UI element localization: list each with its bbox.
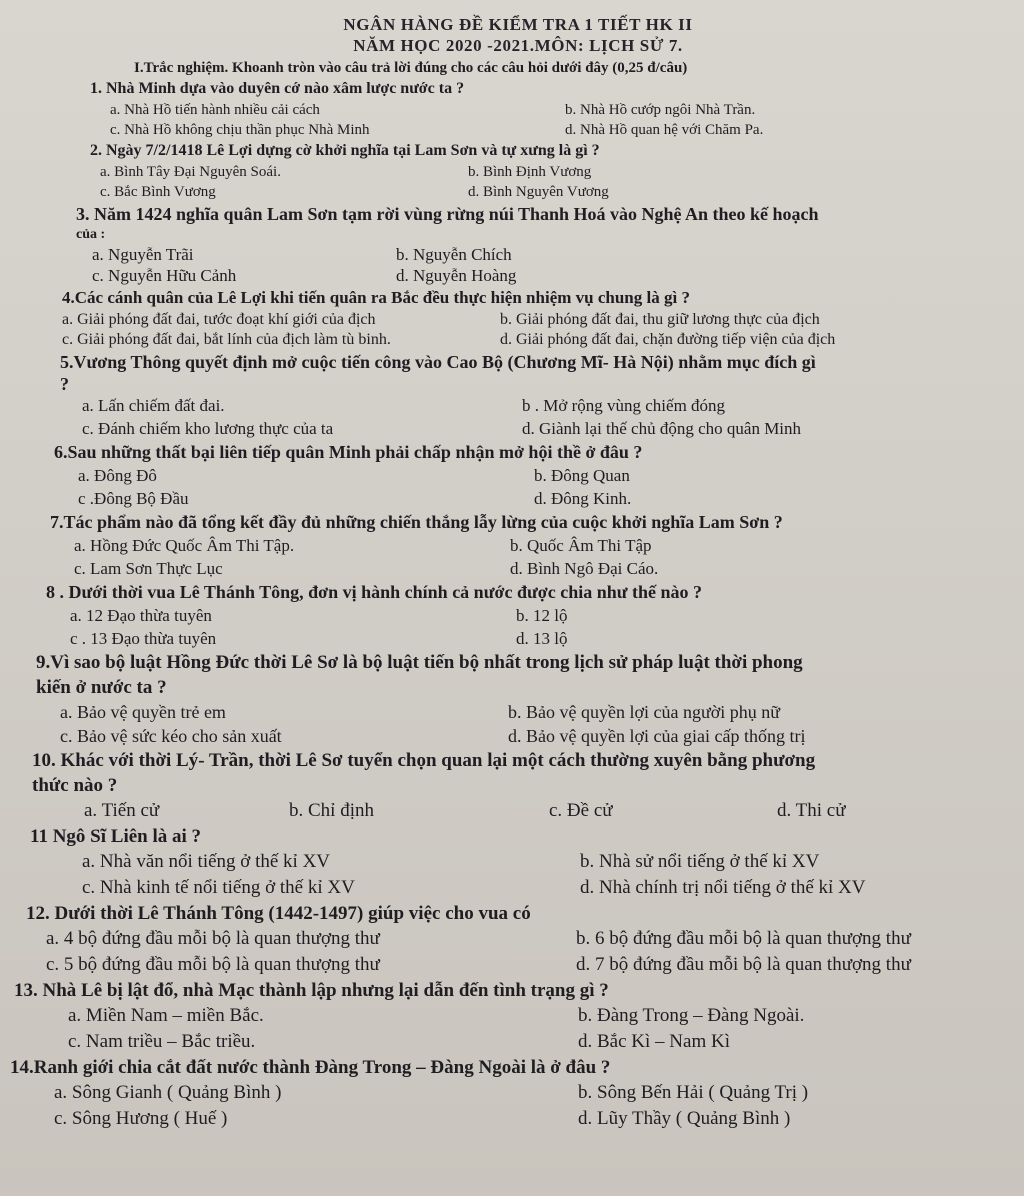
- question-4: 4.Các cánh quân của Lê Lợi khi tiến quân ra Bắc đều thực hiện nhiệm vụ chung là gì ?: [62, 288, 690, 307]
- option-6c: c .Đông Bộ Đầu: [78, 489, 189, 508]
- question-3-cont: của :: [76, 227, 106, 242]
- question-block-11: [30, 824, 1010, 901]
- option-2a: a. Bình Tây Đại Nguyên Soái.: [100, 164, 281, 180]
- options-12: [26, 926, 1010, 978]
- option-3d: d. Nguyễn Hoàng: [396, 266, 517, 285]
- options-8: [46, 604, 1010, 650]
- question-13: 13. Nhà Lê bị lật đổ, nhà Mạc thành lập nhưng lại dẫn đến tình trạng gì ?: [14, 980, 609, 1001]
- option-2d: d. Bình Nguyên Vương: [468, 184, 609, 200]
- option-10a: a. Tiến cử: [84, 800, 160, 821]
- question-9-cont: kiến ở nước ta ?: [36, 677, 167, 698]
- option-10b: b. Chỉ định: [289, 800, 374, 821]
- option-7c: c. Lam Sơn Thực Lục: [74, 559, 223, 578]
- option-14b: b. Sông Bến Hải ( Quảng Trị ): [578, 1082, 809, 1103]
- question-block-10: [32, 748, 1010, 824]
- option-8c: c . 13 Đạo thừa tuyên: [70, 629, 217, 648]
- options-7: [50, 534, 1010, 580]
- option-12d: d. 7 bộ đứng đầu mỗi bộ là quan thượng thư: [576, 954, 911, 975]
- option-14c: c. Sông Hương ( Huế ): [54, 1108, 228, 1129]
- option-3b: b. Nguyễn Chích: [396, 245, 512, 264]
- options-5: [60, 394, 1010, 440]
- options-9: [36, 700, 1010, 748]
- question-block-9: [36, 650, 1010, 748]
- option-5c: c. Đánh chiếm kho lương thực của ta: [82, 419, 334, 438]
- option-14a: a. Sông Gianh ( Quảng Bình ): [54, 1082, 282, 1103]
- question-block-1: [90, 78, 1010, 140]
- question-block-4: [62, 286, 1010, 350]
- option-1c: c. Nhà Hồ không chịu thần phục Nhà Minh: [110, 122, 370, 138]
- exam-title-line-1: NGÂN HÀNG ĐỀ KIỂM TRA 1 TIẾT HK II: [343, 15, 693, 34]
- option-6a: a. Đông Đô: [78, 466, 157, 485]
- instruction: I.Trắc nghiệm. Khoanh tròn vào câu trả lời đúng cho các câu hỏi dưới đây (0,25 đ/câu): [134, 60, 688, 76]
- option-11a: a. Nhà văn nổi tiếng ở thế kỉ XV: [82, 851, 331, 872]
- question-3: 3. Năm 1424 nghĩa quân Lam Sơn tạm rời vùng rừng núi Thanh Hoá vào Nghệ An theo kế hoạch: [76, 204, 819, 224]
- option-10d: d. Thi cử: [777, 800, 846, 821]
- exam-title-line-2: NĂM HỌC 2020 -2021.MÔN: LỊCH SỬ 7.: [353, 36, 683, 55]
- question-14: 14.Ranh giới chia cắt đất nước thành Đàng Trong – Đàng Ngoài là ở đâu ?: [10, 1057, 611, 1078]
- option-8d: d. 13 lộ: [516, 629, 568, 648]
- option-3c: c. Nguyễn Hữu Cảnh: [92, 266, 237, 285]
- option-5d: d. Giành lại thế chủ động cho quân Minh: [522, 419, 802, 438]
- options-13: [14, 1003, 1010, 1055]
- question-10-cont: thức nào ?: [32, 775, 118, 796]
- question-6: 6.Sau những thất bại liên tiếp quân Minh phải chấp nhận mở hội thề ở đâu ?: [54, 442, 643, 462]
- option-7a: a. Hồng Đức Quốc Âm Thi Tập.: [74, 536, 295, 555]
- option-12a: a. 4 bộ đứng đầu mỗi bộ là quan thượng thư: [46, 928, 380, 949]
- option-2c: c. Bắc Bình Vương: [100, 184, 216, 200]
- question-11: 11 Ngô Sĩ Liên là ai ?: [30, 826, 202, 847]
- options-2: [90, 162, 1010, 202]
- options-11: [30, 849, 1010, 901]
- option-14d: d. Lũy Thầy ( Quảng Bình ): [578, 1108, 791, 1129]
- option-1a: a. Nhà Hồ tiến hành nhiều cải cách: [110, 102, 320, 118]
- option-1d: d. Nhà Hồ quan hệ với Chăm Pa.: [565, 122, 764, 138]
- option-7b: b. Quốc Âm Thi Tập: [510, 536, 652, 555]
- option-4c: c. Giải phóng đất đai, bắt lính của địch làm tù binh.: [62, 331, 391, 348]
- options-10: [32, 798, 1010, 824]
- question-block-6: [54, 440, 1010, 510]
- option-5b: b . Mở rộng vùng chiếm đóng: [522, 396, 726, 415]
- question-8: 8 . Dưới thời vua Lê Thánh Tông, đơn vị hành chính cả nước được chia như thế nào ?: [46, 582, 703, 602]
- option-1b: b. Nhà Hồ cướp ngôi Nhà Trần.: [565, 102, 756, 118]
- option-12b: b. 6 bộ đứng đầu mỗi bộ là quan thượng thư: [576, 928, 911, 949]
- question-block-13: [14, 978, 1010, 1055]
- options-14: [10, 1080, 1010, 1132]
- question-2: 2. Ngày 7/2/1418 Lê Lợi dựng cờ khởi nghĩa tại Lam Sơn và tự xưng là gì ?: [90, 142, 600, 159]
- option-4d: d. Giải phóng đất đai, chặn đường tiếp viện của địch: [500, 331, 836, 348]
- option-9b: b. Bảo vệ quyền lợi của người phụ nữ: [508, 702, 781, 722]
- options-1: [90, 100, 1010, 140]
- options-3: [76, 244, 1010, 286]
- question-block-5: [60, 350, 1010, 440]
- options-6: [54, 464, 1010, 510]
- option-13a: a. Miền Nam – miền Bắc.: [68, 1005, 264, 1026]
- option-13c: c. Nam triều – Bắc triều.: [68, 1031, 256, 1052]
- option-13b: b. Đàng Trong – Đàng Ngoài.: [578, 1005, 805, 1026]
- option-3a: a. Nguyễn Trãi: [92, 245, 194, 264]
- option-4a: a. Giải phóng đất đai, tước đoạt khí giới của địch: [62, 311, 376, 328]
- option-5a: a. Lấn chiếm đất đai.: [82, 396, 225, 415]
- option-11b: b. Nhà sử nổi tiếng ở thế kỉ XV: [580, 851, 820, 872]
- option-12c: c. 5 bộ đứng đầu mỗi bộ là quan thượng thư: [46, 954, 380, 975]
- option-7d: d. Bình Ngô Đại Cáo.: [510, 559, 659, 578]
- option-10c: c. Đề cử: [549, 800, 613, 821]
- options-4: [62, 310, 1010, 350]
- question-10: 10. Khác với thời Lý- Trần, thời Lê Sơ tuyển chọn quan lại một cách thường xuyên bằng phương: [32, 750, 816, 771]
- question-12: 12. Dưới thời Lê Thánh Tông (1442-1497) giúp việc cho vua có: [26, 903, 531, 924]
- question-block-8: [46, 580, 1010, 650]
- option-11d: d. Nhà chính trị nổi tiếng ở thế kỉ XV: [580, 877, 866, 898]
- option-11c: c. Nhà kinh tế nổi tiếng ở thế kỉ XV: [82, 877, 355, 898]
- question-block-3: [76, 202, 1010, 286]
- option-9a: a. Bảo vệ quyền trẻ em: [60, 702, 226, 722]
- question-9: 9.Vì sao bộ luật Hồng Đức thời Lê Sơ là bộ luật tiến bộ nhất trong lịch sử pháp luật thời phong: [36, 652, 803, 673]
- option-13d: d. Bắc Kì – Nam Kì: [578, 1031, 730, 1052]
- option-6b: b. Đông Quan: [534, 466, 630, 485]
- question-5: 5.Vương Thông quyết định mở cuộc tiến công vào Cao Bộ (Chương Mĩ- Hà Nội) nhằm mục đích gì: [60, 352, 816, 372]
- question-block-14: [10, 1055, 1010, 1132]
- option-6d: d. Đông Kinh.: [534, 489, 632, 508]
- question-7: 7.Tác phẩm nào đã tổng kết đầy đủ những chiến thắng lẫy lừng của cuộc khởi nghĩa Lam Sơn ?: [50, 512, 783, 532]
- question-block-2: [90, 140, 1010, 202]
- question-block-12: [26, 901, 1010, 978]
- question-block-7: [50, 510, 1010, 580]
- option-8b: b. 12 lộ: [516, 606, 568, 625]
- option-4b: b. Giải phóng đất đai, thu giữ lương thực của địch: [500, 311, 820, 328]
- question-5-cont: ?: [60, 374, 69, 394]
- option-9d: d. Bảo vệ quyền lợi của giai cấp thống trị: [508, 726, 806, 746]
- option-2b: b. Bình Định Vương: [468, 164, 592, 180]
- option-8a: a. 12 Đạo thừa tuyên: [70, 606, 212, 625]
- question-1: 1. Nhà Minh dựa vào duyên cớ nào xâm lược nước ta ?: [90, 80, 465, 97]
- option-9c: c. Bảo vệ sức kéo cho sản xuất: [60, 726, 282, 746]
